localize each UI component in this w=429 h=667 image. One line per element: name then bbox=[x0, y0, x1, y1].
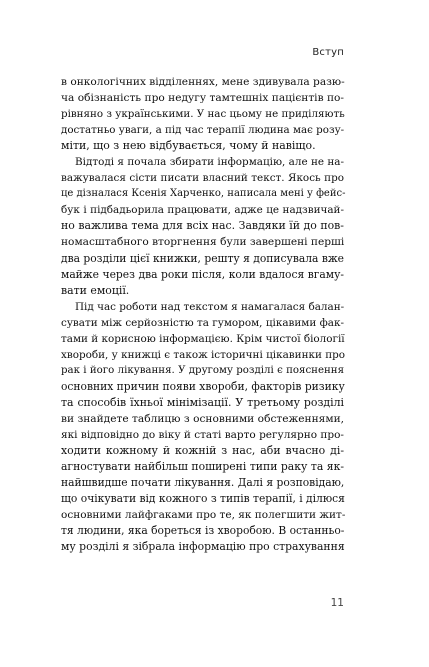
text-line: ходити кожному й кожній з нас, аби вчасно ді- bbox=[61, 444, 344, 458]
text-line: сувати між серйозністю та гумором, цікавими фак- bbox=[61, 316, 344, 329]
text-line: бук і підбадьорила працювати, адже це надзвичай- bbox=[61, 204, 344, 217]
text-line: що очікувати від кожного з типів терапії, і ділюся bbox=[61, 492, 345, 506]
text-line: найшвидше почати лікування. Далі я розповідаю, bbox=[61, 476, 345, 490]
text-line: в онкологічних відділеннях, мене здивувала разю- bbox=[61, 76, 345, 88]
text-line: но важлива тема для всіх нас. Завдяки їй до пов- bbox=[61, 219, 344, 233]
text-line: достатньо уваги, а під час терапії людина має розу- bbox=[61, 124, 345, 137]
text-line: Під час роботи над текстом я намагалася балан- bbox=[75, 300, 345, 313]
text-line: це дізналася Ксенія Харченко, написала мені у фейс- bbox=[61, 188, 346, 200]
text-line: міти, що з нею відбувається, чому й навіщо. bbox=[61, 139, 316, 153]
text-line: які відповідно до віку й статі варто регулярно про- bbox=[61, 429, 344, 442]
text-line: тами й корисною інформацією. Крім чистої біології bbox=[61, 332, 345, 345]
text-line: ви знайдете таблицю з основними обстеженнями, bbox=[61, 412, 344, 425]
text-line: хвороби, у книжці є також історичні цікавинки про bbox=[61, 348, 346, 361]
text-line: основних причин появи хвороби, факторів ризику bbox=[61, 379, 345, 393]
text-line: Відтоді я почала збирати інформацію, але не на- bbox=[75, 156, 344, 169]
text-line: та способів їхньої мінімізації. У третьому розділі bbox=[61, 395, 344, 409]
text-line: ча обізнаність про недугу тамтешніх пацієнтів по- bbox=[61, 92, 344, 105]
text-line: рак і його лікування. У другому розділі є пояснення bbox=[61, 364, 344, 376]
text-line: основними лайфгаками про те, як полегшити жит- bbox=[61, 509, 346, 522]
paragraph bbox=[61, 299, 344, 556]
text-line: два розділи цієї книжки, решту я дописувала вже bbox=[61, 251, 344, 265]
text-line: тя людини, яка бореться із хворобою. В останньо- bbox=[61, 524, 345, 538]
page-number: 11 bbox=[330, 597, 344, 609]
body-text bbox=[61, 74, 344, 555]
text-line: майже через два роки після, коли вдалося вгаму- bbox=[61, 267, 344, 281]
paragraph bbox=[61, 154, 344, 298]
text-line: важувалася сісти писати власний текст. Якось про bbox=[61, 172, 344, 185]
text-line: агностувати найбільш поширені типи раку та як- bbox=[61, 460, 344, 474]
text-line: вати емоції. bbox=[61, 283, 130, 297]
text-line: рівняно з українськими. У нас цьому не приділяють bbox=[61, 108, 345, 121]
paragraph bbox=[61, 74, 344, 154]
running-header: Вступ bbox=[312, 47, 344, 58]
text-line: му розділі я зібрала інформацію про страхування bbox=[61, 540, 345, 554]
text-line: номасштабного вторгнення були завершені перші bbox=[61, 236, 345, 249]
